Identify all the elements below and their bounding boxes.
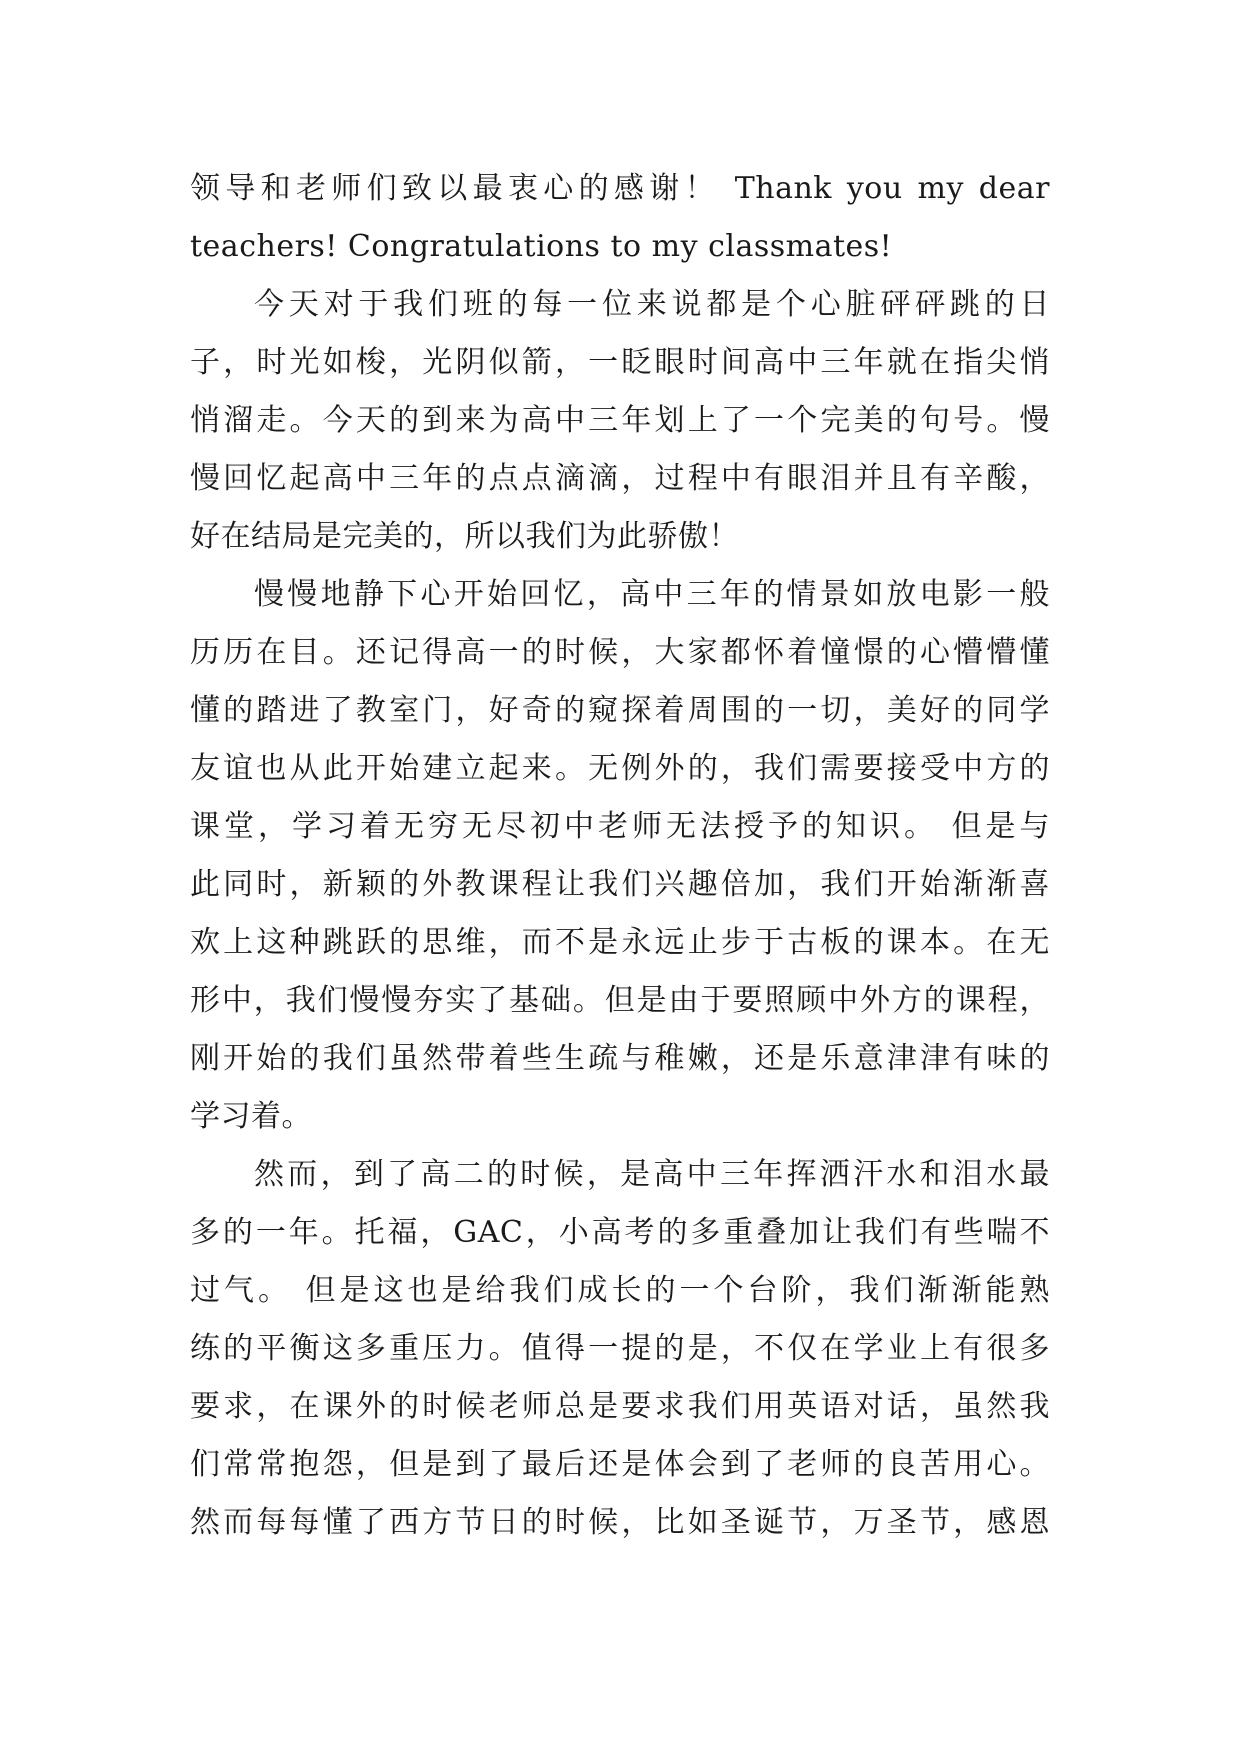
text-line: 形中，我们慢慢夯实了基础。但是由于要照顾中外方的课程， xyxy=(190,983,1050,1018)
text-line: 好在结局是完美的，所以我们为此骄傲！ xyxy=(190,519,739,554)
text-line: 多的一年。托福，GAC，小高考的多重叠加让我们有些喘不 xyxy=(190,1215,1050,1250)
text-line: 然而，到了高二的时候，是高中三年挥洒汗水和泪水最 xyxy=(254,1157,1050,1192)
text-line: 要求，在课外的时候老师总是要求我们用英语对话，虽然我 xyxy=(190,1389,1050,1424)
text-line: 练的平衡这多重压力。值得一提的是，不仅在学业上有很多 xyxy=(190,1331,1050,1366)
text-line: 悄溜走。今天的到来为高中三年划上了一个完美的句号。慢 xyxy=(190,403,1050,438)
text-line: 慢慢地静下心开始回忆，高中三年的情景如放电影一般 xyxy=(254,577,1050,612)
text-line: 此同时，新颖的外教课程让我们兴趣倍加，我们开始渐渐喜 xyxy=(190,867,1050,902)
text-line: 今天对于我们班的每一位来说都是个心脏砰砰跳的日 xyxy=(254,287,1050,322)
text-line: 子，时光如梭，光阴似箭，一眨眼时间高中三年就在指尖悄 xyxy=(190,345,1050,380)
text-line: 友谊也从此开始建立起来。无例外的，我们需要接受中方的 xyxy=(190,751,1050,786)
text-line: 欢上这种跳跃的思维，而不是永远止步于古板的课本。在无 xyxy=(190,925,1050,960)
text-line: 领导和老师们致以最衷心的感谢！ Thank you my dear xyxy=(190,171,1050,206)
document-body xyxy=(190,160,1050,1552)
text-line: 课堂，学习着无穷无尽初中老师无法授予的知识。 但是与 xyxy=(190,809,1050,844)
text-line: 们常常抱怨，但是到了最后还是体会到了老师的良苦用心。 xyxy=(190,1447,1050,1482)
text-line: 然而每每懂了西方节日的时候，比如圣诞节，万圣节，感恩 xyxy=(190,1505,1050,1540)
text-line: 刚开始的我们虽然带着些生疏与稚嫩，还是乐意津津有味的 xyxy=(190,1041,1050,1076)
text-line: 懂的踏进了教室门，好奇的窥探着周围的一切，美好的同学 xyxy=(190,693,1050,728)
text-line: 慢回忆起高中三年的点点滴滴，过程中有眼泪并且有辛酸， xyxy=(190,461,1050,496)
text-line: 学习着。 xyxy=(190,1099,312,1134)
text-line: 过气。 但是这也是给我们成长的一个台阶，我们渐渐能熟 xyxy=(190,1273,1050,1308)
text-line: 历历在目。还记得高一的时候，大家都怀着憧憬的心懵懵懂 xyxy=(190,635,1050,670)
text-line: teachers! Congratulations to my classmates! xyxy=(190,229,893,264)
